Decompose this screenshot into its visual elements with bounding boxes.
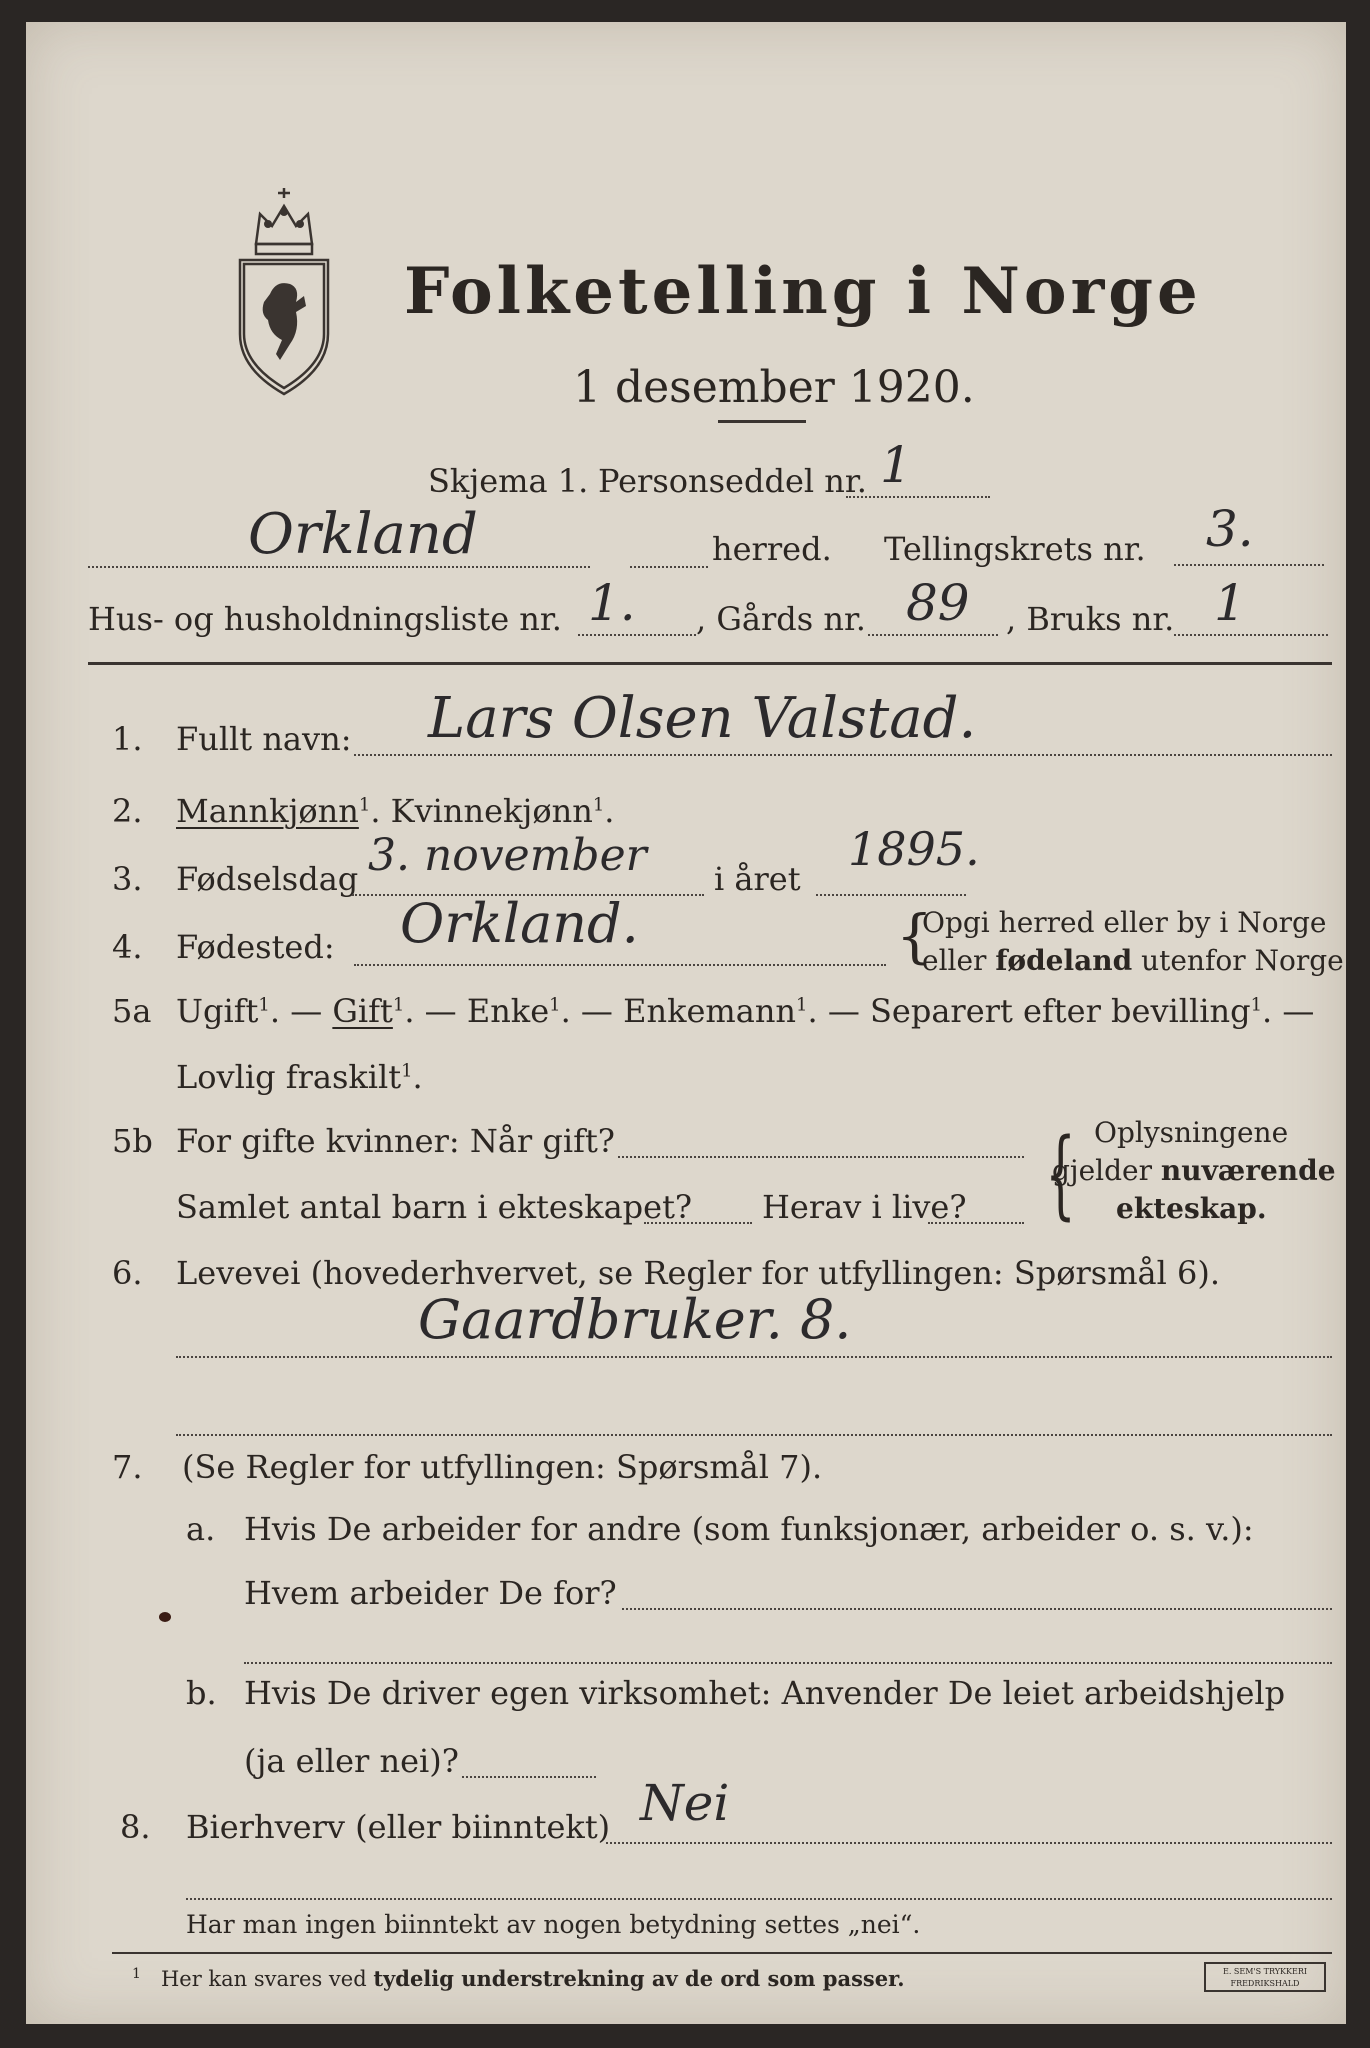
q4-brace: { — [896, 902, 933, 970]
q4-label: Fødested: — [176, 928, 335, 966]
q4-line — [354, 964, 886, 966]
q7-number: 7. — [112, 1448, 143, 1486]
q4-number: 4. — [112, 928, 143, 966]
full-name-value[interactable]: Lars Olsen Valstad. — [428, 686, 977, 751]
q5b-label3: Herav i live? — [762, 1188, 967, 1226]
footnote-ref: 1 — [592, 794, 605, 816]
q5b-note2: gjelder nuværende — [1052, 1154, 1336, 1187]
q7a-label: Hvis De arbeider for andre (som funksjonær, arbeider o. s. v.): — [244, 1510, 1254, 1548]
herred-line-2 — [630, 566, 708, 568]
bruks-label: , Bruks nr. — [1006, 600, 1175, 638]
q8-line2 — [186, 1898, 1332, 1900]
q5b-brace: { — [1045, 1118, 1076, 1230]
marital-options: Ugift$^1$. — Gift$^1$. — Enke$^1$. — Enkemann$^1$. — Separert efter bevilling$^1$. — — [176, 992, 1315, 1030]
q5b-label1: For gifte kvinner: Når gift? — [176, 1122, 615, 1160]
q8-number: 8. — [120, 1808, 151, 1846]
q7a-letter: a. — [186, 1510, 216, 1548]
tellingskrets-value[interactable]: 3. — [1206, 500, 1254, 558]
biinntekt-note: Har man ingen biinntekt av nogen betydning settes „nei“. — [186, 1910, 921, 1939]
q3-label: Fødselsdag — [176, 860, 359, 898]
footnote: $^1$ Her kan svares ved tydelig understrekning av de ord som passer. — [132, 1966, 905, 1991]
q1-line — [354, 754, 1332, 756]
q4-note-line2: eller fødeland utenfor Norge. — [922, 944, 1353, 977]
enke-option[interactable]: Enke — [466, 992, 550, 1030]
gift-option[interactable]: Gift — [332, 992, 393, 1030]
q6-label: Levevei (hovederhvervet, se Regler for utfyllingen: Spørsmål 6). — [176, 1254, 1221, 1292]
q4-note-line1: Opgi herred eller by i Norge — [922, 906, 1327, 939]
enkemann-option[interactable]: Enkemann — [623, 992, 797, 1030]
q3-year-label: i året — [714, 860, 801, 898]
q6-line1 — [176, 1356, 1332, 1358]
q7a-line2 — [244, 1662, 1332, 1664]
q7b-label: Hvis De driver egen virksomhet: Anvender De leiet arbeidshjelp — [244, 1674, 1286, 1712]
lovlig-fraskilt-line: Lovlig fraskilt$^1$. — [176, 1058, 423, 1096]
gards-line — [868, 634, 998, 636]
personseddel-value[interactable]: 1 — [880, 436, 912, 494]
q1-label: Fullt navn: — [176, 720, 352, 758]
birthyear-value[interactable]: 1895. — [848, 822, 980, 876]
tellingskrets-line — [1174, 564, 1324, 566]
side-income-value[interactable]: Nei — [640, 1774, 730, 1832]
ugift-option[interactable]: Ugift — [176, 992, 259, 1030]
q7b-line — [462, 1776, 596, 1778]
q5b-line3 — [928, 1222, 1024, 1224]
q1-number: 1. — [112, 720, 143, 758]
title-divider — [718, 420, 806, 423]
schema-label: Skjema 1. — [428, 462, 589, 500]
gender-options: Mannkjønn$^1$. Kvinnekjønn$^1$. — [176, 792, 615, 830]
lovlig-option[interactable]: Lovlig fraskilt — [176, 1058, 402, 1096]
birthdate-value[interactable]: 3. november — [368, 830, 647, 881]
q7b-letter: b. — [186, 1674, 217, 1712]
q3-year-line — [816, 894, 966, 896]
personseddel-label: Personseddel nr. — [598, 462, 867, 500]
gards-value[interactable]: 89 — [906, 574, 970, 632]
q5b-note3: ekteskap. — [1116, 1192, 1267, 1225]
q8-line1 — [606, 1842, 1332, 1844]
q7-label: (Se Regler for utfyllingen: Spørsmål 7). — [182, 1448, 823, 1486]
q5a-number: 5a — [112, 992, 152, 1030]
norway-coat-of-arms-icon — [234, 184, 334, 398]
q5b-line2 — [644, 1222, 752, 1224]
hus-value[interactable]: 1. — [588, 574, 636, 632]
q5b-note1: Oplysningene — [1094, 1116, 1289, 1149]
q8-label: Bierhverv (eller biinntekt) — [186, 1808, 611, 1846]
printer-stamp: E. SEM'S TRYKKERI FREDRIKSHALD — [1204, 1962, 1326, 1992]
q7a-question: Hvem arbeider De for? — [244, 1574, 617, 1612]
tellingskrets-label: Tellingskrets nr. — [884, 530, 1146, 568]
personseddel-line — [846, 496, 990, 498]
census-date: 1 desember 1920. — [573, 362, 975, 413]
gards-label: , Gårds nr. — [696, 600, 866, 638]
female-option[interactable]: Kvinnekjønn — [390, 792, 593, 830]
q5b-number: 5b — [112, 1122, 153, 1160]
herred-label: herred. — [712, 530, 832, 568]
hus-line — [578, 634, 696, 636]
birthplace-value[interactable]: Orkland. — [400, 892, 639, 955]
q2-number: 2. — [112, 792, 143, 830]
q6-number: 6. — [112, 1254, 143, 1292]
ink-spot — [159, 1612, 171, 1622]
q3-number: 3. — [112, 860, 143, 898]
separert-option[interactable]: Separert efter bevilling — [870, 992, 1251, 1030]
hus-label: Hus- og husholdningsliste nr. — [88, 600, 562, 638]
occupation-value[interactable]: Gaardbruker. 8. — [418, 1288, 852, 1351]
q5b-line1 — [618, 1156, 1024, 1158]
q6-line2 — [176, 1434, 1332, 1436]
bruks-line — [1174, 634, 1328, 636]
q7b-question: (ja eller nei)? — [244, 1742, 459, 1780]
bruks-value[interactable]: 1 — [1214, 574, 1246, 632]
footnote-divider — [112, 1952, 1332, 1954]
census-form — [26, 22, 1353, 2024]
form-title: Folketelling i Norge — [404, 254, 1202, 329]
q5b-label2: Samlet antal barn i ekteskapet? — [176, 1188, 693, 1226]
q7a-line1 — [622, 1608, 1332, 1610]
header-divider — [88, 662, 1332, 665]
footnote-ref: 1 — [358, 794, 371, 816]
herred-value[interactable]: Orkland — [248, 502, 478, 567]
male-option[interactable]: Mannkjønn — [176, 792, 359, 830]
